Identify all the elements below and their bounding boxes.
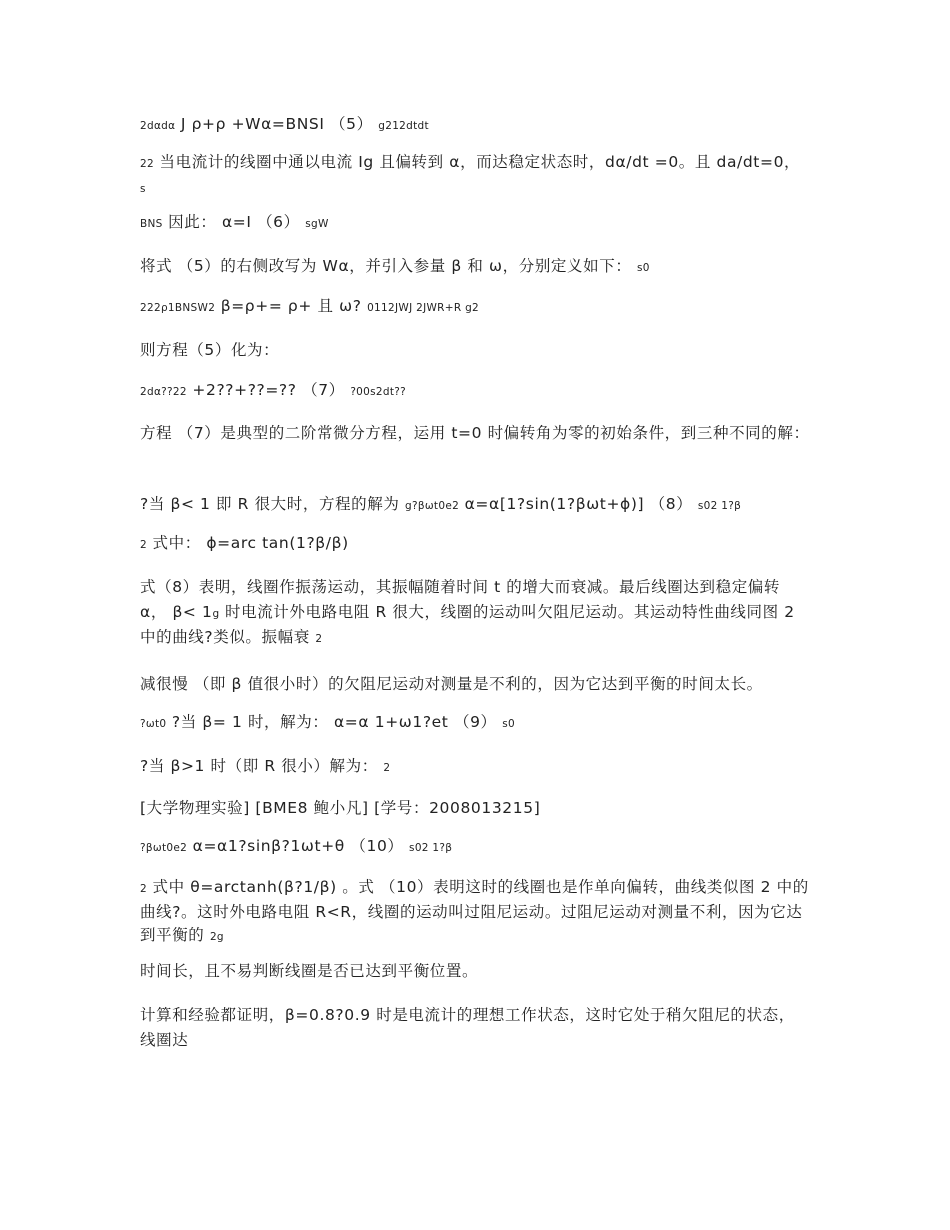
equation-10: ?βωt0e2 α=α1?sinβ?1ωt+θ （10） s02 1?β (140, 837, 453, 855)
paragraph-slow-decay: 减很慢 （即 β 值很小时）的欠阻尼运动对测量是不利的，因为它达到平衡的时间太长。 (140, 675, 763, 693)
paragraph-ideal-state: 计算和经验都证明，β=0.8?0.9 时是电流计的理想工作状态，这时它处于稍欠阻尼的状态，线圈达 (140, 1006, 795, 1049)
equation-5: 2dαdα J ρ+ρ +Wα=BNSI （5） g212dtdt (140, 115, 429, 133)
equation-beta-omega: 222ρ1BNSW2 β=ρ+= ρ+ 且 ω? 0112JWJ 2JWR+R g2 (140, 297, 480, 315)
paragraph-underdamped: 式（8）表明，线圈作振荡运动，其振幅随着时间 t 的增大而衰减。最后线圈达到稳定偏转 α， β< 1g 时电流计外电路电阻 R 很大，线圈的运动叫欠阻尼运动。其运动特性曲线同图 2 中的曲线?类似。振幅衰 2 (140, 578, 795, 646)
document-header-note: [大学物理实验] [BME8 鲍小凡] [学号：2008013215] (140, 799, 541, 817)
paragraph-overdamped-intro: ?当 β>1 时（即 R 很小）解为： 2 (140, 757, 391, 775)
paragraph-steady-state: 22 当电流计的线圈中通以电流 Ig 且偏转到 α，而达稳定状态时，dα/dt =0。且 da/dt=0， s (140, 153, 801, 195)
equation-7: 2dα??22 +2??+??=?? （7） ?00s2dt?? (140, 381, 407, 399)
paragraph-transform: 则方程（5）化为： (140, 341, 280, 359)
equation-6: BNS 因此： α=I （6） sgW (140, 213, 329, 231)
equation-phi: 2 式中： ϕ=arc tan(1?β/β) (140, 534, 349, 552)
equation-8: ?当 β< 1 即 R 很大时，方程的解为 g?βωt0e2 α=α[1?sin(1?βωt+ϕ)] （8） s02 1?β (140, 495, 742, 513)
paragraph-long-time: 时间长，且不易判断线圈是否已达到平衡位置。 (140, 962, 479, 980)
equation-9: ?ωt0 ?当 β= 1 时，解为： α=α 1+ω1?et （9） s0 (140, 713, 515, 731)
paragraph-overdamped: 2 式中 θ=arctanh(β?1/β) 。式 （10）表明这时的线圈也是作单向偏转，曲线类似图 2 中的曲线?。这时外电路电阻 R<R，线圈的运动叫过阻尼运动。过阻尼运动对测量不利，因为它达到平衡的 2g (140, 878, 809, 944)
paragraph-rewrite: 将式 （5）的右侧改写为 Wα，并引入参量 β 和 ω，分别定义如下： s0 (140, 257, 650, 275)
paragraph-ode: 方程 （7）是典型的二阶常微分方程，运用 t=0 时偏转角为零的初始条件，到三种不同的解： (140, 424, 810, 442)
